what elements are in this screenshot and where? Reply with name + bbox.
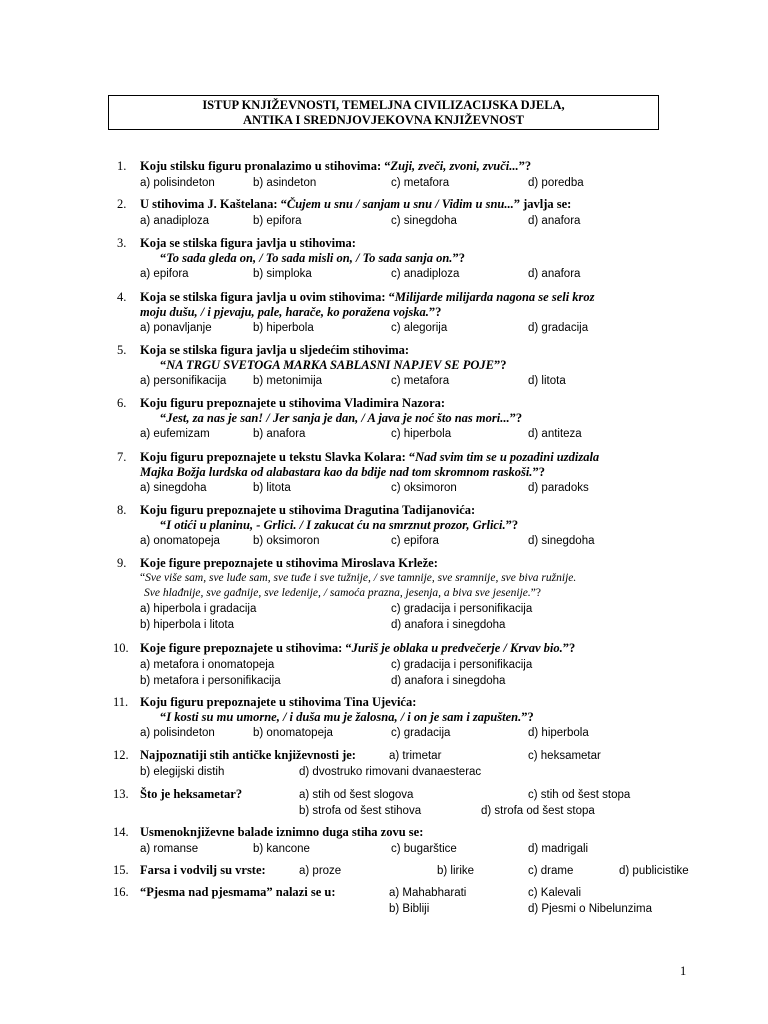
option: c) epifora	[391, 535, 439, 547]
question-number: 12.	[113, 748, 129, 762]
question-number: 1.	[117, 159, 127, 173]
option: c) gradacija i personifikacija	[391, 659, 533, 671]
option: d) publicistike	[619, 865, 689, 877]
option: a) polisindeton	[140, 727, 215, 739]
option: d) madrigali	[528, 843, 589, 855]
option: c) gradacija i personifikacija	[391, 603, 533, 615]
question-quote: “To sada gleda on, / To sada misli on, / To sada sanja on.”?	[160, 251, 465, 265]
option: c) sinegdoha	[391, 215, 457, 227]
option: a) epifora	[140, 268, 189, 280]
option: c) oksimoron	[391, 482, 457, 494]
question-number: 2.	[117, 197, 127, 211]
option: a) anadiploza	[140, 215, 210, 227]
option: b) epifora	[253, 215, 302, 227]
option: b) anafora	[253, 428, 306, 440]
question-number: 11.	[113, 695, 129, 709]
option: c) hiperbola	[391, 428, 452, 440]
question-stem: Koja se stilska figura javlja u ovim stihovima: “Milijarde milijarda nagona se seli kroz	[140, 290, 595, 304]
option: b) strofa od šest stihova	[299, 805, 422, 817]
question-number: 16.	[113, 885, 129, 899]
question-number: 15.	[113, 863, 129, 877]
title-line-2: ANTIKA I SREDNJOVJEKOVNA KNJIŽEVNOST	[243, 113, 524, 127]
question-number: 9.	[117, 556, 127, 570]
option: a) onomatopeja	[140, 535, 220, 547]
question-quote: “NA TRGU SVETOGA MARKA SABLASNI NAPJEV SE POJE”?	[160, 358, 507, 372]
option: b) hiperbola	[253, 322, 314, 334]
option: d) gradacija	[528, 322, 589, 334]
question-number: 3.	[117, 236, 127, 250]
option: d) anafora	[528, 215, 581, 227]
option: c) stih od šest stopa	[528, 789, 631, 801]
question-stem-cont: Majka Božja lurdska od alabastara kao da bdije nad tom skromnom raskoši.”?	[140, 465, 545, 479]
question-number: 7.	[117, 450, 127, 464]
question-stem: Koja se stilska figura javlja u stihovima:	[140, 236, 356, 250]
question-stem: Koju figuru prepoznajete u stihovima Vladimira Nazora:	[140, 396, 446, 410]
question-stem: Koja se stilska figura javlja u sljedećim stihovima:	[140, 343, 410, 357]
option: d) sinegdoha	[528, 535, 595, 547]
option: a) polisindeton	[140, 177, 215, 189]
option: b) simploka	[253, 268, 312, 280]
question-stem: Koju figuru prepoznajete u stihovima Dragutina Tadijanovića:	[140, 503, 476, 517]
question-stem: U stihovima J. Kaštelana: “Čujem u snu / sanjam u snu / Vidim u snu...” javlja se:	[140, 197, 572, 211]
document-title-box	[108, 95, 659, 130]
option: a) sinegdoha	[140, 482, 207, 494]
option: b) oksimoron	[253, 535, 320, 547]
option: c) metafora	[391, 177, 450, 189]
question-number: 5.	[117, 343, 127, 357]
option: a) proze	[299, 865, 342, 877]
option: d) Pjesmi o Nibelunzima	[528, 903, 652, 915]
question-number: 14.	[113, 825, 129, 839]
option: d) anafora i sinegdoha	[391, 619, 506, 631]
question-quote: “I kosti su mu umorne, / i duša mu je žalosna, / i on je sam i zapušten.”?	[160, 710, 534, 724]
option: a) Mahabharati	[389, 887, 467, 899]
option: c) heksametar	[528, 750, 601, 762]
question-quote: “Jest, za nas je san! / Jer sanja je dan, / A java je noć što nas mori...”?	[160, 411, 523, 425]
option: b) elegijski distih	[140, 766, 225, 778]
option: c) Kalevali	[528, 887, 582, 899]
option: a) eufemizam	[140, 428, 210, 440]
option: a) metafora i onomatopeja	[140, 659, 275, 671]
option: b) Bibliji	[389, 903, 430, 915]
question-quote-cont: Sve hlađnije, sve gađnije, sve ledenije, / samoća prazna, jesenja, a biva sve jesenije.”?	[144, 587, 541, 599]
option: d) strofa od šest stopa	[481, 805, 595, 817]
option: a) ponavljanje	[140, 322, 212, 334]
option: d) paradoks	[528, 482, 589, 494]
question-number: 8.	[117, 503, 127, 517]
option: d) antiteza	[528, 428, 582, 440]
question-quote: “I otići u planinu, - Grlici. / I zakucat ću na smrznut prozor, Grlici.”?	[160, 518, 519, 532]
option: b) kancone	[253, 843, 310, 855]
option: a) personifikacija	[140, 375, 227, 387]
question-stem: Koju figuru prepoznajete u tekstu Slavka Kolara: “Nad svim tim se u pozadini uzdizala	[140, 450, 600, 464]
option: c) anadiploza	[391, 268, 460, 280]
option: d) poredba	[528, 177, 584, 189]
option: a) romanse	[140, 843, 199, 855]
page-number: 1	[680, 964, 687, 978]
option: b) litota	[253, 482, 291, 494]
option: b) metafora i personifikacija	[140, 675, 281, 687]
option: b) asindeton	[253, 177, 317, 189]
option: b) onomatopeja	[253, 727, 333, 739]
option: b) hiperbola i litota	[140, 619, 234, 631]
question-stem: Što je heksametar?	[140, 787, 243, 801]
question-stem: “Pjesma nad pjesmama” nalazi se u:	[140, 885, 336, 899]
option: d) dvostruko rimovani dvanaesterac	[299, 766, 482, 778]
question-number: 6.	[117, 396, 127, 410]
option: c) metafora	[391, 375, 450, 387]
option: c) drame	[528, 865, 574, 877]
option: b) lirike	[437, 865, 475, 877]
question-number: 10.	[113, 641, 129, 655]
question-number: 4.	[117, 290, 127, 304]
option: b) metonimija	[253, 375, 323, 387]
question-stem: Usmenoknjiževne balade iznimno duga stiha zovu se:	[140, 825, 424, 839]
option: c) gradacija	[391, 727, 451, 739]
option: d) litota	[528, 375, 566, 387]
question-number: 13.	[113, 787, 129, 801]
option: d) anafora i sinegdoha	[391, 675, 506, 687]
question-quote: “Sve više sam, sve luđe sam, sve tuđe i sve tužnije, / sve tamnije, sve sramnije, sve biva ružnije.	[140, 572, 577, 584]
question-stem: Koju figuru prepoznajete u stihovima Tina Ujevića:	[140, 695, 417, 709]
option: d) hiperbola	[528, 727, 589, 739]
question-stem: Koju stilsku figuru pronalazimo u stihovima: “Zuji, zveči, zvoni, zvuči...”?	[140, 159, 532, 173]
question-stem: Koje figure prepoznajete u stihovima Miroslava Krleže:	[140, 556, 438, 570]
question-stem: Koje figure prepoznajete u stihovima: “Juriš je oblaka u predvečerje / Krvav bio.”?	[140, 641, 576, 655]
option: d) anafora	[528, 268, 581, 280]
option: a) trimetar	[389, 750, 442, 762]
question-stem: Najpoznatiji stih antičke književnosti je:	[140, 748, 356, 762]
question-stem: Farsa i vodvilj su vrste:	[140, 863, 266, 877]
option: c) alegorija	[391, 322, 448, 334]
option: a) stih od šest slogova	[299, 789, 414, 801]
option: c) bugarštice	[391, 843, 457, 855]
option: a) hiperbola i gradacija	[140, 603, 257, 615]
title-line-1: ISTUP KNJIŽEVNOSTI, TEMELJNA CIVILIZACIJSKA DJELA,	[202, 98, 565, 112]
question-stem-cont: moju dušu, / i pjevaju, pale, harače, ko poražena vojska.”?	[140, 305, 442, 319]
